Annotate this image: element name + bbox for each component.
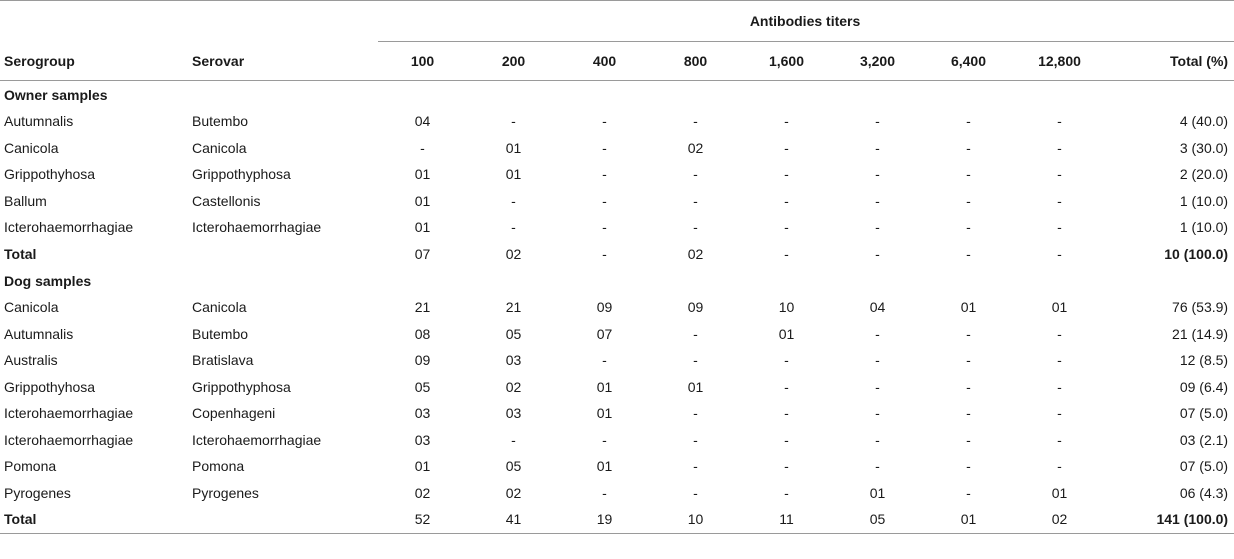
cell-titer-12800: - <box>1057 378 1062 395</box>
cell-titer-100: 03 <box>414 431 431 448</box>
table-row <box>0 214 1234 241</box>
cell-titer-12800: 01 <box>1051 299 1068 316</box>
cell-serogroup: Grippothyhosa <box>4 166 96 183</box>
cell-titer-3200: - <box>875 458 880 475</box>
cell-titer-400: - <box>602 245 607 262</box>
section-header-row <box>0 81 1234 109</box>
cell-titer-6400: - <box>966 405 971 422</box>
total-row <box>0 506 1234 533</box>
cell-titer-12800: - <box>1057 192 1062 209</box>
cell-titer-6400: - <box>966 113 971 130</box>
cell-titer-12800: - <box>1057 113 1062 130</box>
cell-titer-1600: 01 <box>778 325 795 342</box>
cell-total-percent: 4 (40.0) <box>1179 113 1229 130</box>
cell-total-percent: 12 (8.5) <box>1179 352 1229 369</box>
cell-titer-800: - <box>693 352 698 369</box>
cell-titer-3200: - <box>875 378 880 395</box>
cell-titer-200: 02 <box>505 484 522 501</box>
cell-serogroup: Grippothyhosa <box>4 378 96 395</box>
table-row <box>0 453 1234 480</box>
cell-titer-100: 09 <box>414 352 431 369</box>
cell-total-percent: 10 (100.0) <box>1164 245 1229 262</box>
cell-titer-6400: - <box>966 166 971 183</box>
section-title: Owner samples <box>4 86 108 103</box>
cell-titer-200: 01 <box>505 139 522 156</box>
cell-serogroup: Pomona <box>4 458 57 475</box>
cell-titer-3200: 01 <box>869 484 886 501</box>
cell-titer-6400: - <box>966 245 971 262</box>
table-group-header-row <box>0 1 1234 42</box>
table-row <box>0 400 1234 427</box>
cell-titer-1600: - <box>784 192 789 209</box>
cell-titer-200: 01 <box>505 166 522 183</box>
cell-titer-1600: - <box>784 166 789 183</box>
table-row <box>0 161 1234 188</box>
cell-serogroup: Total <box>4 245 37 262</box>
cell-titer-12800: - <box>1057 219 1062 236</box>
cell-serovar: Canicola <box>192 299 247 316</box>
cell-titer-3200: 05 <box>833 506 924 533</box>
cell-serogroup: Canicola <box>4 139 59 156</box>
cell-titer-400: 01 <box>596 458 613 475</box>
table-row <box>0 427 1234 454</box>
cell-titer-100: 04 <box>414 113 431 130</box>
cell-titer-12800: - <box>1057 352 1062 369</box>
cell-serogroup: Australis <box>4 352 58 369</box>
col-header-total: Total (%) <box>1106 42 1234 81</box>
cell-titer-200: 41 <box>469 506 560 533</box>
cell-total-percent: 141 (100.0) <box>1106 506 1234 533</box>
table-row <box>0 294 1234 321</box>
cell-titer-6400: - <box>966 378 971 395</box>
cell-titer-6400: - <box>966 484 971 501</box>
cell-titer-6400: - <box>966 458 971 475</box>
cell-titer-12800: - <box>1057 458 1062 475</box>
cell-titer-12800: - <box>1057 166 1062 183</box>
cell-total-percent: 06 (4.3) <box>1179 484 1229 501</box>
col-header-1600: 1,600 <box>742 42 833 81</box>
col-header-3200: 3,200 <box>833 42 924 81</box>
cell-total-percent: 2 (20.0) <box>1179 166 1229 183</box>
cell-titer-1600: - <box>784 113 789 130</box>
cell-serogroup: Icterohaemorrhagiae <box>4 405 134 422</box>
cell-serovar: Grippothyphosa <box>192 378 291 395</box>
cell-serogroup: Icterohaemorrhagiae <box>4 431 134 448</box>
cell-titer-6400: 01 <box>924 506 1015 533</box>
cell-titer-400: - <box>602 352 607 369</box>
table-body <box>0 81 1234 534</box>
col-header-6400: 6,400 <box>924 42 1015 81</box>
cell-serogroup: Ballum <box>4 192 47 209</box>
cell-titer-1600: - <box>784 431 789 448</box>
table-row <box>0 374 1234 401</box>
cell-serovar: Icterohaemorrhagiae <box>192 219 322 236</box>
table-row <box>0 347 1234 374</box>
cell-titer-800: - <box>693 166 698 183</box>
table-row <box>0 480 1234 507</box>
cell-titer-6400: - <box>966 431 971 448</box>
cell-titer-200: 03 <box>505 352 522 369</box>
cell-total-percent: 07 (5.0) <box>1179 458 1229 475</box>
cell-titer-200: - <box>511 219 516 236</box>
cell-total-percent: 21 (14.9) <box>1172 325 1229 342</box>
cell-titer-1600: - <box>784 139 789 156</box>
col-header-400: 400 <box>560 42 651 81</box>
table-row <box>0 135 1234 162</box>
cell-titer-800: - <box>693 431 698 448</box>
cell-titer-200: - <box>511 192 516 209</box>
col-header-100: 100 <box>378 42 469 81</box>
cell-titer-3200: - <box>875 192 880 209</box>
cell-titer-1600: - <box>784 245 789 262</box>
cell-titer-400: 01 <box>596 378 613 395</box>
cell-titer-6400: - <box>966 219 971 236</box>
cell-titer-100: 03 <box>414 405 431 422</box>
table-row <box>0 188 1234 215</box>
cell-titer-800: 02 <box>687 245 704 262</box>
cell-total-percent: 1 (10.0) <box>1179 219 1229 236</box>
cell-titer-200: - <box>511 431 516 448</box>
cell-serovar: Canicola <box>192 139 247 156</box>
cell-titer-400: - <box>602 113 607 130</box>
cell-titer-800: - <box>693 192 698 209</box>
cell-titer-1600: - <box>784 378 789 395</box>
cell-titer-6400: - <box>966 139 971 156</box>
cell-serogroup: Autumnalis <box>4 113 74 130</box>
cell-titer-12800: - <box>1057 325 1062 342</box>
cell-titer-800: - <box>693 219 698 236</box>
cell-titer-800: 09 <box>687 299 704 316</box>
cell-titer-400: - <box>602 219 607 236</box>
col-header-serovar: Serovar <box>188 42 378 81</box>
cell-titer-400: 01 <box>596 405 613 422</box>
cell-serogroup: Total <box>0 506 188 533</box>
cell-titer-3200: - <box>875 352 880 369</box>
cell-titer-200: - <box>511 113 516 130</box>
cell-serovar: Copenhageni <box>192 405 276 422</box>
cell-titer-800: - <box>693 458 698 475</box>
cell-titer-3200: 04 <box>869 299 886 316</box>
cell-titer-400: - <box>602 192 607 209</box>
cell-serovar: Pomona <box>192 458 245 475</box>
cell-titer-400: - <box>602 139 607 156</box>
cell-total-percent: 3 (30.0) <box>1179 139 1229 156</box>
cell-titer-200: 05 <box>505 458 522 475</box>
cell-titer-400: 07 <box>596 325 613 342</box>
cell-titer-100: 01 <box>414 458 431 475</box>
cell-total-percent: 03 (2.1) <box>1179 431 1229 448</box>
cell-serogroup: Icterohaemorrhagiae <box>4 219 134 236</box>
cell-titer-3200: - <box>875 113 880 130</box>
cell-titer-3200: - <box>875 431 880 448</box>
cell-titer-1600: - <box>784 458 789 475</box>
cell-titer-200: 05 <box>505 325 522 342</box>
cell-titer-400: - <box>602 431 607 448</box>
cell-titer-3200: - <box>875 405 880 422</box>
cell-titer-100: 05 <box>414 378 431 395</box>
cell-titer-800: 01 <box>687 378 704 395</box>
cell-titer-1600: 10 <box>778 299 795 316</box>
col-header-serogroup: Serogroup <box>0 42 188 81</box>
cell-titer-200: 03 <box>505 405 522 422</box>
cell-titer-12800: 02 <box>1015 506 1106 533</box>
cell-titer-200: 02 <box>505 378 522 395</box>
col-header-800: 800 <box>651 42 742 81</box>
cell-titer-1600: - <box>784 219 789 236</box>
cell-titer-3200: - <box>875 325 880 342</box>
cell-titer-3200: - <box>875 166 880 183</box>
cell-total-percent: 09 (6.4) <box>1179 378 1229 395</box>
cell-titer-100: 07 <box>414 245 431 262</box>
cell-titer-100: 01 <box>414 192 431 209</box>
cell-titer-400: 19 <box>560 506 651 533</box>
cell-titer-100: 52 <box>378 506 469 533</box>
cell-titer-6400: - <box>966 325 971 342</box>
cell-titer-800: - <box>693 484 698 501</box>
cell-titer-3200: - <box>875 219 880 236</box>
cell-titer-800: 10 <box>651 506 742 533</box>
table-row <box>0 108 1234 135</box>
cell-titer-100: 02 <box>414 484 431 501</box>
col-header-200: 200 <box>469 42 560 81</box>
cell-serovar: Butembo <box>192 113 249 130</box>
cell-titer-400: - <box>602 484 607 501</box>
cell-titer-800: - <box>693 113 698 130</box>
cell-titer-100: 01 <box>414 219 431 236</box>
cell-titer-6400: - <box>966 352 971 369</box>
cell-serovar: Castellonis <box>192 192 261 209</box>
cell-serogroup: Autumnalis <box>4 325 74 342</box>
cell-titer-12800: - <box>1057 245 1062 262</box>
cell-titer-1600: 11 <box>742 506 833 533</box>
cell-titer-800: 02 <box>687 139 704 156</box>
antibodies-titers-header: Antibodies titers <box>378 1 1234 42</box>
cell-titer-200: 02 <box>505 245 522 262</box>
cell-total-percent: 07 (5.0) <box>1179 405 1229 422</box>
cell-titer-100: 01 <box>414 166 431 183</box>
cell-serovar: Grippothyphosa <box>192 166 291 183</box>
cell-titer-3200: - <box>875 139 880 156</box>
cell-titer-100: 21 <box>414 299 431 316</box>
cell-serogroup: Pyrogenes <box>4 484 71 501</box>
cell-titer-6400: 01 <box>960 299 977 316</box>
cell-titer-3200: - <box>875 245 880 262</box>
cell-titer-800: - <box>693 405 698 422</box>
cell-titer-12800: - <box>1057 139 1062 156</box>
cell-total-percent: 1 (10.0) <box>1179 192 1229 209</box>
cell-titer-200: 21 <box>505 299 522 316</box>
col-header-12800: 12,800 <box>1015 42 1106 81</box>
cell-titer-12800: - <box>1057 431 1062 448</box>
total-row <box>0 241 1234 268</box>
cell-titer-1600: - <box>784 484 789 501</box>
cell-titer-100: - <box>420 139 425 156</box>
cell-titer-12800: 01 <box>1051 484 1068 501</box>
cell-titer-800: - <box>693 325 698 342</box>
cell-serovar <box>188 241 378 268</box>
cell-serogroup: Canicola <box>4 299 59 316</box>
table-row <box>0 321 1234 348</box>
cell-titer-1600: - <box>784 352 789 369</box>
cell-serovar: Butembo <box>192 325 249 342</box>
cell-total-percent: 76 (53.9) <box>1172 299 1229 316</box>
cell-serovar <box>188 506 378 533</box>
section-title: Dog samples <box>4 272 92 289</box>
cell-titer-400: 09 <box>596 299 613 316</box>
cell-titer-12800: - <box>1057 405 1062 422</box>
cell-serovar: Icterohaemorrhagiae <box>192 431 322 448</box>
table-column-header-row <box>0 42 1234 81</box>
cell-serovar: Bratislava <box>192 352 254 369</box>
cell-titer-6400: - <box>966 192 971 209</box>
cell-titer-400: - <box>602 166 607 183</box>
cell-titer-100: 08 <box>414 325 431 342</box>
cell-titer-1600: - <box>784 405 789 422</box>
cell-serovar: Pyrogenes <box>192 484 259 501</box>
section-header-row <box>0 267 1234 294</box>
